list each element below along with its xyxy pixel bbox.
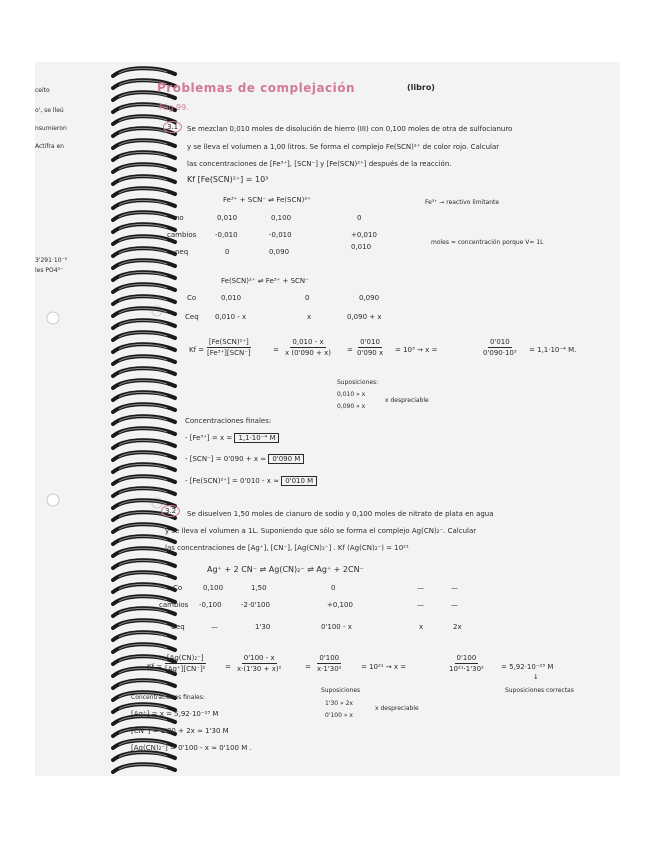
ice-row-label: no — [175, 214, 184, 222]
ice-cell: 0,010 — [221, 294, 242, 302]
ice-cell: 0,100 — [271, 214, 292, 222]
reaction-equation: Fe(SCN)²⁺ ⇌ Fe³⁺ + SCN⁻ — [221, 277, 309, 285]
ice-cell: 1,50 — [251, 584, 267, 592]
fraction: $\frac{0'010}{0'090 x}$ — [357, 338, 384, 357]
ice-cell: 0,090 + x — [347, 313, 382, 321]
spiral-coil — [113, 644, 175, 652]
assumption-note: x despreciable — [375, 705, 419, 712]
result-value: = 1,1·10⁻⁴ M. — [529, 346, 577, 354]
spiral-coil — [113, 608, 175, 616]
ice-cell: 0,010 - x — [215, 313, 247, 321]
assumptions-title: Suposiciones — [321, 687, 361, 694]
assumption: 1'30 » 2x — [325, 700, 353, 707]
notebook-page — [35, 62, 620, 776]
ice-cell: 0'100 - x — [321, 623, 352, 631]
ice-cell: 0,090 — [359, 294, 380, 302]
spiral-coil — [113, 68, 175, 76]
kf-label: Kf = — [189, 346, 205, 354]
margin-text: ceito — [35, 87, 50, 94]
spiral-coil — [113, 464, 175, 472]
spiral-coil — [113, 452, 175, 460]
fraction: $\frac{0'100 - x}{\text{x·(1'30 + x)²}}$ — [237, 654, 282, 673]
spiral-coil — [113, 440, 175, 448]
ice-cell: 0 — [331, 584, 336, 592]
spiral-coil — [113, 680, 175, 688]
ice-cell: 0,010 — [217, 214, 238, 222]
ice-cell: 0,010 — [351, 243, 372, 251]
margin-text: o', se lleú — [35, 107, 64, 114]
spiral-coil — [113, 164, 175, 172]
spiral-coil — [113, 764, 175, 772]
ice-cell: -0,010 — [269, 231, 292, 239]
ice-row-label: neq — [175, 248, 189, 256]
ice-cell: -0,100 — [199, 601, 222, 609]
ice-row-label: cambios — [167, 231, 197, 239]
spiral-coil — [113, 284, 175, 292]
equation-text: = 10³ → x = — [395, 346, 438, 354]
ice-cell: 1'30 — [255, 623, 271, 631]
ice-cell: +0,010 — [351, 231, 377, 239]
ice-cell: -2·0'100 — [241, 601, 270, 609]
ice-row-label: cambios — [159, 601, 189, 609]
ice-cell: 0 — [225, 248, 230, 256]
equals-sign: = — [273, 346, 279, 354]
page-reference: Pág 99. — [159, 103, 189, 112]
final-concentration: [Ag⁺] = x = 5,92·10⁻²³ M — [131, 710, 219, 718]
ice-row-label: Ceq — [171, 623, 185, 631]
spiral-coil — [113, 476, 175, 484]
assumption: 0'100 » x — [325, 712, 353, 719]
annotation: Fe³⁺ → reactivo limitante — [425, 199, 500, 206]
spiral-coil — [113, 584, 175, 592]
ice-row-label: Co — [173, 584, 183, 592]
spiral-coil — [113, 404, 175, 412]
kf-label: Kf = — [147, 663, 163, 671]
spiral-coil — [113, 176, 175, 184]
spiral-coil — [113, 248, 175, 256]
margin-text: nsumieron — [35, 125, 67, 132]
problem-number: 3.1 — [163, 124, 182, 131]
punch-hole — [47, 494, 59, 506]
ice-cell: 2x — [453, 623, 462, 631]
fraction: $\frac{0'100}{\text{x·1'30²}}$ — [317, 654, 342, 673]
arrow-down-icon: ↓ — [533, 673, 539, 681]
spiral-coil — [113, 572, 175, 580]
ice-cell: -0,010 — [215, 231, 238, 239]
final-concentration: - [Fe³⁺] = x = 1,1·10⁻⁴ M — [185, 435, 279, 442]
ice-cell: x — [419, 623, 424, 631]
final-concentrations-title: Concentraciones finales: — [131, 694, 205, 701]
final-concentration: [Ag(CN)₂⁻] = 0'100 - x ≈ 0'100 M . — [131, 744, 252, 752]
ice-cell: x — [307, 313, 312, 321]
final-concentration: - [Fe(SCN)²⁺] = 0'010 - x ≈ 0'010 M — [185, 478, 317, 485]
title-suffix: (libro) — [407, 83, 435, 92]
spiral-coil — [113, 188, 175, 196]
reaction-equation: Ag⁺ + 2 CN⁻ ⇌ Ag(CN)₂⁻ ⇌ Ag⁺ + 2CN⁻ — [207, 565, 364, 574]
ice-cell: — — [451, 584, 458, 592]
spiral-coil — [113, 752, 175, 760]
spiral-coil — [113, 224, 175, 232]
problem-text-line: las concentraciones de [Fe³⁺], [SCN⁻] y [Fe(SCN)²⁺] después de la reacción. — [187, 160, 452, 168]
assumption-note: x despreciable — [385, 397, 429, 404]
final-concentration: [CN⁻] = 1'30 + 2x ≈ 1'30 M — [131, 727, 229, 735]
ice-cell: — — [417, 584, 424, 592]
reaction-equation: Fe³⁺ + SCN⁻ ⇌ Fe(SCN)²⁺ — [223, 196, 311, 204]
page-title: Problemas de complejación — [157, 81, 356, 95]
equals-sign: = — [305, 663, 311, 671]
spiral-coil — [113, 380, 175, 388]
spiral-coil — [113, 212, 175, 220]
assumptions-title: Suposiciones: — [337, 379, 379, 386]
spiral-coil — [113, 344, 175, 352]
problem-text-line: y se lleva el volumen a 1L. Suponiendo que sólo se forma el complejo Ag(CN)₂⁻. Calcular — [165, 527, 477, 535]
problem-text-line: Se disuelven 1,50 moles de cianuro de sodio y 0,100 moles de nitrato de plata en agua — [187, 510, 494, 518]
spiral-coil — [113, 428, 175, 436]
ice-row-label: Co — [187, 294, 197, 302]
punch-hole — [47, 312, 59, 324]
ice-cell: — — [417, 601, 424, 609]
fraction: [Fe(SCN)²⁺] [Fe³⁺][SCN⁻] — [207, 338, 251, 357]
fraction: $\frac{\text{[Ag(CN)₂⁻]}}{\text{[Ag⁺][CN⁻]²}}$ — [165, 654, 206, 673]
spiral-coil — [113, 536, 175, 544]
ice-cell: 0 — [357, 214, 362, 222]
problem-text-line: Se mezclan 0,010 moles de disolución de hierro (III) con 0,100 moles de otra de sulfocianuro — [187, 125, 513, 133]
margin-text: les PO4³⁻ — [35, 267, 64, 274]
fraction: $\frac{0,010 - x}{x (0'090 + x)}$ — [285, 338, 332, 357]
fraction: $\frac{0'010}{\text{0'090·10³}}$ — [483, 338, 517, 357]
ice-cell: 0,090 — [269, 248, 290, 256]
assumption: 0,090 » x — [337, 403, 366, 410]
margin-text: Actifra en — [35, 143, 64, 150]
spiral-coil — [113, 488, 175, 496]
final-concentrations-title: Concentraciones finales: — [185, 417, 272, 425]
spiral-coil — [113, 332, 175, 340]
ice-cell: 0,100 — [203, 584, 224, 592]
spiral-coil — [113, 152, 175, 160]
ice-cell: — — [451, 601, 458, 609]
spiral-coil — [113, 260, 175, 268]
spiral-coil — [113, 308, 175, 316]
assumption-note: Suposiciones correctas — [505, 687, 574, 694]
margin-text: 3'291·10⁻⁵ — [35, 257, 68, 264]
ice-cell: — — [211, 623, 218, 631]
problem-text-line: y se lleva el volumen a 1,00 litros. Se forma el complejo Fe(SCN)²⁺ de color rojo. Calcular — [187, 143, 500, 151]
ice-row-label: Ceq — [185, 313, 199, 321]
equation-text: = 10²¹ → x = — [361, 663, 407, 671]
spiral-coil — [113, 236, 175, 244]
spiral-coil — [113, 200, 175, 208]
spiral-coil — [113, 560, 175, 568]
fraction: $\frac{0'100}{\text{10²¹·1'30²}}$ — [449, 654, 484, 673]
annotation: moles = concentración porque V= 1L — [431, 239, 544, 246]
kf-statement: Kf [Fe(SCN)²⁺] = 10³ — [187, 175, 269, 184]
problem-text-line: las concentraciones de [Ag⁺], [CN⁻], [Ag(CN)₂⁻] . Kf (Ag(CN)₂⁻) = 10²¹ — [165, 544, 409, 552]
ice-cell: 0 — [305, 294, 310, 302]
spiral-coil — [113, 620, 175, 628]
spiral-coil — [113, 416, 175, 424]
result-value: = 5,92·10⁻²³ M — [501, 663, 554, 671]
spiral-coil — [113, 296, 175, 304]
equals-sign: = — [347, 346, 353, 354]
spiral-coil — [113, 356, 175, 364]
equals-sign: = — [225, 663, 231, 671]
final-concentration: - [SCN⁻] = 0'090 + x ≈ 0'090 M — [185, 456, 304, 463]
spiral-coil — [113, 368, 175, 376]
spiral-coil — [113, 632, 175, 640]
ice-cell: +0,100 — [327, 601, 353, 609]
problem-number: 3.2 — [161, 508, 180, 515]
spiral-coil — [113, 320, 175, 328]
spiral-coil — [113, 140, 175, 148]
assumption: 0,010 » x — [337, 391, 366, 398]
spiral-coil — [113, 272, 175, 280]
spiral-coil — [113, 392, 175, 400]
